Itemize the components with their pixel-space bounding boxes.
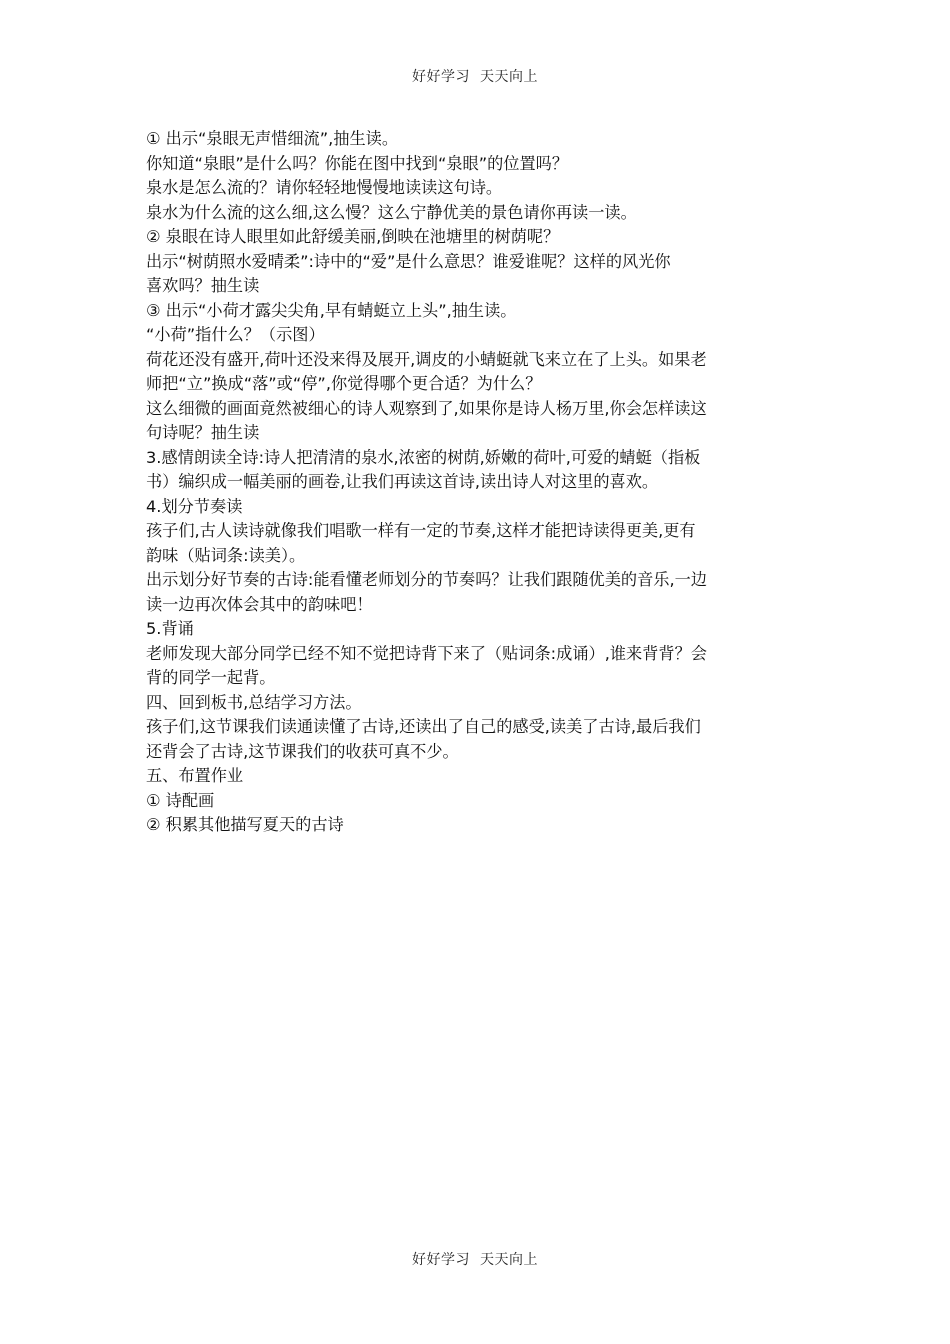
- text-line: “小荷”指什么？（示图）: [146, 325, 325, 344]
- text-line: 出示划分好节奏的古诗:能看懂老师划分的节奏吗？让我们跟随优美的音乐,一边: [146, 570, 707, 589]
- text-line: ③ 出示“小荷才露尖尖角,早有蜻蜓立上头”,抽生读。: [146, 300, 517, 320]
- text-line: ② 泉眼在诗人眼里如此舒缓美丽,倒映在池塘里的树荫呢？: [146, 227, 560, 246]
- text-line: 读一边再次体会其中的韵味吧！: [146, 594, 373, 614]
- list-item: ① 诗配画: [146, 790, 215, 810]
- text-line: 出示“树荫照水爱晴柔”:诗中的“爱”是什么意思？谁爱谁呢？这样的风光你: [146, 251, 671, 271]
- section-heading: 四、回到板书,总结学习方法。: [146, 692, 362, 712]
- page-header: 好好学习 天天向上: [412, 69, 538, 85]
- text-line: 韵味（贴词条:读美）。: [146, 545, 306, 565]
- text-line: 这么细微的画面竟然被细心的诗人观察到了,如果你是诗人杨万里,你会怎样读这: [146, 398, 707, 418]
- text-line: ① 出示“泉眼无声惜细流”,抽生读。: [146, 129, 399, 148]
- section-heading: 五、布置作业: [146, 766, 244, 785]
- section-heading: 4.划分节奏读: [146, 496, 243, 516]
- text-line: 孩子们,古人读诗就像我们唱歌一样有一定的节奏,这样才能把诗读得更美,更有: [146, 521, 696, 540]
- text-line: 老师发现大部分同学已经不知不觉把诗背下来了（贴词条:成诵）,谁来背背？会: [146, 643, 707, 663]
- text-line: 孩子们,这节课我们读通读懂了古诗,还读出了自己的感受,读美了古诗,最后我们: [146, 717, 701, 736]
- text-line: 你知道“泉眼”是什么吗？你能在图中找到“泉眼”的位置吗？: [146, 153, 569, 173]
- document-body: [146, 127, 812, 838]
- text-line: 背的同学一起背。: [146, 668, 276, 687]
- text-line: 句诗呢？抽生读: [146, 423, 260, 442]
- text-line: 荷花还没有盛开,荷叶还没来得及展开,调皮的小蜻蜓就飞来立在了上头。如果老: [146, 349, 707, 369]
- list-item: ② 积累其他描写夏天的古诗: [146, 815, 344, 834]
- page-footer: 好好学习 天天向上: [412, 1252, 538, 1268]
- text-line: 师把“立”换成“落”或“停”,你觉得哪个更合适？为什么？: [146, 374, 542, 393]
- section-heading: 5.背诵: [146, 619, 194, 638]
- text-line: 还背会了古诗,这节课我们的收获可真不少。: [146, 741, 459, 761]
- text-line: 书）编织成一幅美丽的画卷,让我们再读这首诗,读出诗人对这里的喜欢。: [146, 472, 659, 491]
- text-line: 喜欢吗？抽生读: [146, 276, 260, 295]
- text-line: 3.感情朗读全诗:诗人把清清的泉水,浓密的树荫,娇嫩的荷叶,可爱的蜻蜓（指板: [146, 447, 701, 467]
- text-line: 泉水是怎么流的？请你轻轻地慢慢地读读这句诗。: [146, 178, 503, 197]
- text-line: 泉水为什么流的这么细,这么慢？这么宁静优美的景色请你再读一读。: [146, 202, 637, 222]
